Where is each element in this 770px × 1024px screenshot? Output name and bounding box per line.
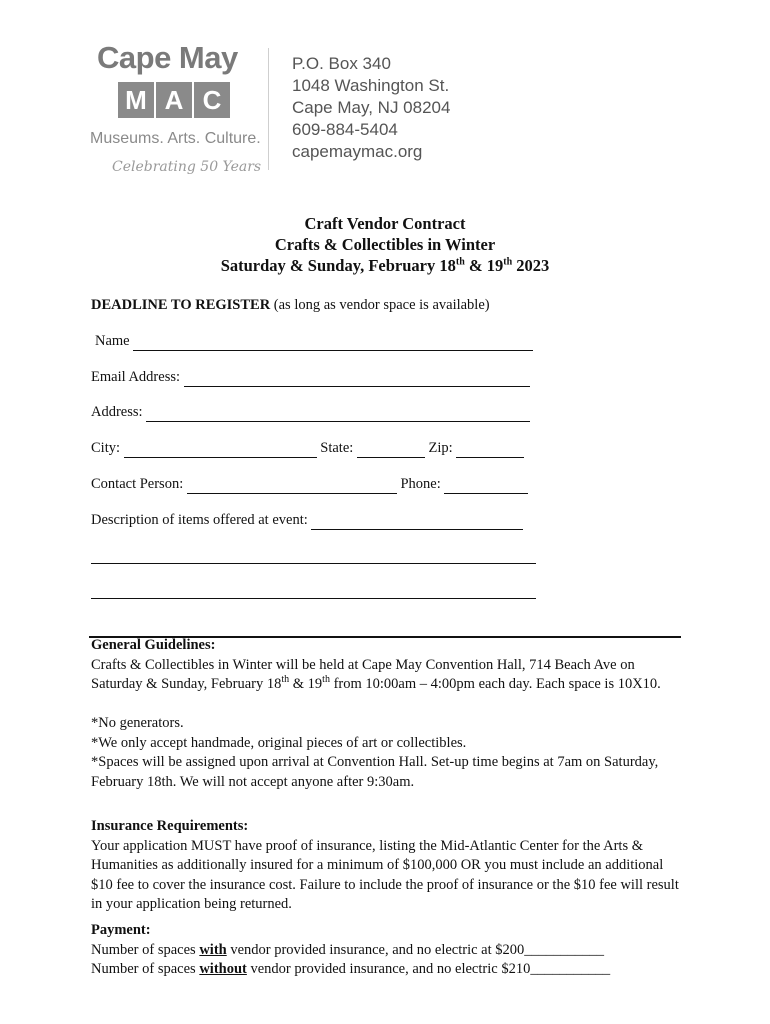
title-line-3: [0, 255, 770, 276]
description-line-2[interactable]: [91, 563, 536, 564]
payment-with-emphasis: with: [199, 941, 227, 958]
address-website[interactable]: capemaymac.org: [292, 142, 423, 161]
payment-without-quantity-field[interactable]: ___________: [530, 961, 611, 977]
deadline-line: [91, 297, 490, 314]
contact-label: Contact Person:: [91, 476, 184, 492]
payment-section: [91, 921, 681, 980]
zip-label: Zip:: [428, 440, 453, 456]
state-field[interactable]: [357, 440, 425, 458]
guideline-bullet-2: *We only accept handmade, original pieces of art or collectibles.: [91, 734, 467, 751]
description-label: Description of items offered at event:: [91, 512, 308, 528]
address-block: [292, 53, 450, 163]
address-label: Address:: [91, 404, 143, 420]
guideline-bullet-3: *Spaces will be assigned upon arrival at Convention Hall. Set-up time begins at 7am on Saturday, February 18th. We will not accept anyone after 9:30am.: [91, 754, 659, 790]
address-row: [91, 404, 530, 422]
city-row: [91, 440, 524, 458]
phone-field[interactable]: [444, 476, 528, 494]
logo-mac-letter-m: M: [118, 82, 154, 118]
payment-heading: Payment:: [91, 922, 151, 938]
insurance-section: [91, 817, 681, 915]
logo-wordmark: Cape May: [97, 40, 238, 75]
title-date-c: 2023: [512, 256, 550, 275]
guidelines-paragraph: [91, 656, 681, 695]
payment-with-quantity-field[interactable]: ___________: [524, 941, 605, 958]
payment-without-emphasis: without: [199, 961, 247, 977]
logo-mac-letter-a: A: [156, 82, 192, 118]
document-title: [0, 213, 770, 276]
payment-line-2-a: Number of spaces: [91, 961, 200, 977]
city-label: City:: [91, 440, 121, 456]
payment-line-2-c: vendor provided insurance, and no electric $210: [246, 961, 531, 977]
logo-tagline: Museums. Arts. Culture.: [90, 130, 261, 147]
logo-mac-letter-c: C: [194, 82, 230, 118]
contact-field[interactable]: [187, 476, 397, 494]
title-date-b: & 19: [464, 256, 504, 275]
payment-line-2: [91, 960, 681, 980]
name-label: Name: [95, 333, 130, 349]
phone-label: Phone:: [400, 476, 441, 492]
title-line-2: Crafts & Collectibles in Winter: [274, 235, 496, 254]
payment-line-1-c: vendor provided insurance, and no electric at $200: [226, 941, 525, 958]
title-sup-1: th: [455, 256, 465, 268]
guidelines-text-a: Crafts & Collectibles in Winter will be held at Cape May Convention Hall, 714 Beach Ave on Saturday & Sunday, February 18: [91, 656, 635, 692]
guideline-bullet-1: *No generators.: [91, 715, 184, 731]
deadline-note: (as long as vendor space is available): [270, 297, 490, 313]
logo-anniversary: Celebrating 50 Years: [112, 159, 262, 175]
payment-line-1: [91, 941, 681, 961]
zip-field[interactable]: [456, 440, 524, 458]
title-sup-2: th: [503, 256, 513, 268]
email-label: Email Address:: [91, 369, 181, 385]
address-city: Cape May, NJ 08204: [292, 98, 451, 117]
description-row: [91, 512, 523, 530]
insurance-heading: Insurance Requirements:: [91, 818, 249, 834]
payment-line-1-a: Number of spaces: [91, 941, 200, 958]
guidelines-text-b: & 19: [289, 676, 323, 692]
address-field[interactable]: [146, 404, 530, 422]
title-date-a: Saturday & Sunday, February 18: [220, 256, 456, 275]
name-row: [95, 333, 533, 351]
email-row: [91, 369, 530, 387]
guidelines-sup-1: th: [281, 674, 290, 686]
insurance-text: Your application MUST have proof of insurance, listing the Mid-Atlantic Center for the Arts & Humanities as additionally insured for a minimum of $100,000 OR you must include an additional $10 fee to cover the insurance cost. Failure to include the proof of insurance or the $10 fee will result in your application being returned.: [91, 837, 679, 912]
name-field[interactable]: [133, 333, 533, 351]
logo-mac-blocks: [118, 82, 232, 118]
address-phone: 609-884-5404: [292, 120, 398, 139]
address-street: 1048 Washington St.: [292, 76, 450, 95]
deadline-label: DEADLINE TO REGISTER: [91, 297, 271, 313]
contact-row: [91, 476, 528, 494]
title-line-1: Craft Vendor Contract: [304, 214, 466, 233]
guidelines-text-c: from 10:00am – 4:00pm each day. Each space is 10X10.: [329, 676, 661, 692]
guidelines-section: [91, 636, 681, 792]
state-label: State:: [320, 440, 354, 456]
email-field[interactable]: [184, 369, 530, 387]
city-field[interactable]: [124, 440, 317, 458]
guidelines-sup-2: th: [322, 674, 330, 686]
description-line-3[interactable]: [91, 598, 536, 599]
description-field[interactable]: [311, 512, 523, 530]
header-divider: [268, 48, 269, 170]
guidelines-heading: General Guidelines:: [91, 637, 216, 653]
address-pobox: P.O. Box 340: [292, 54, 391, 73]
